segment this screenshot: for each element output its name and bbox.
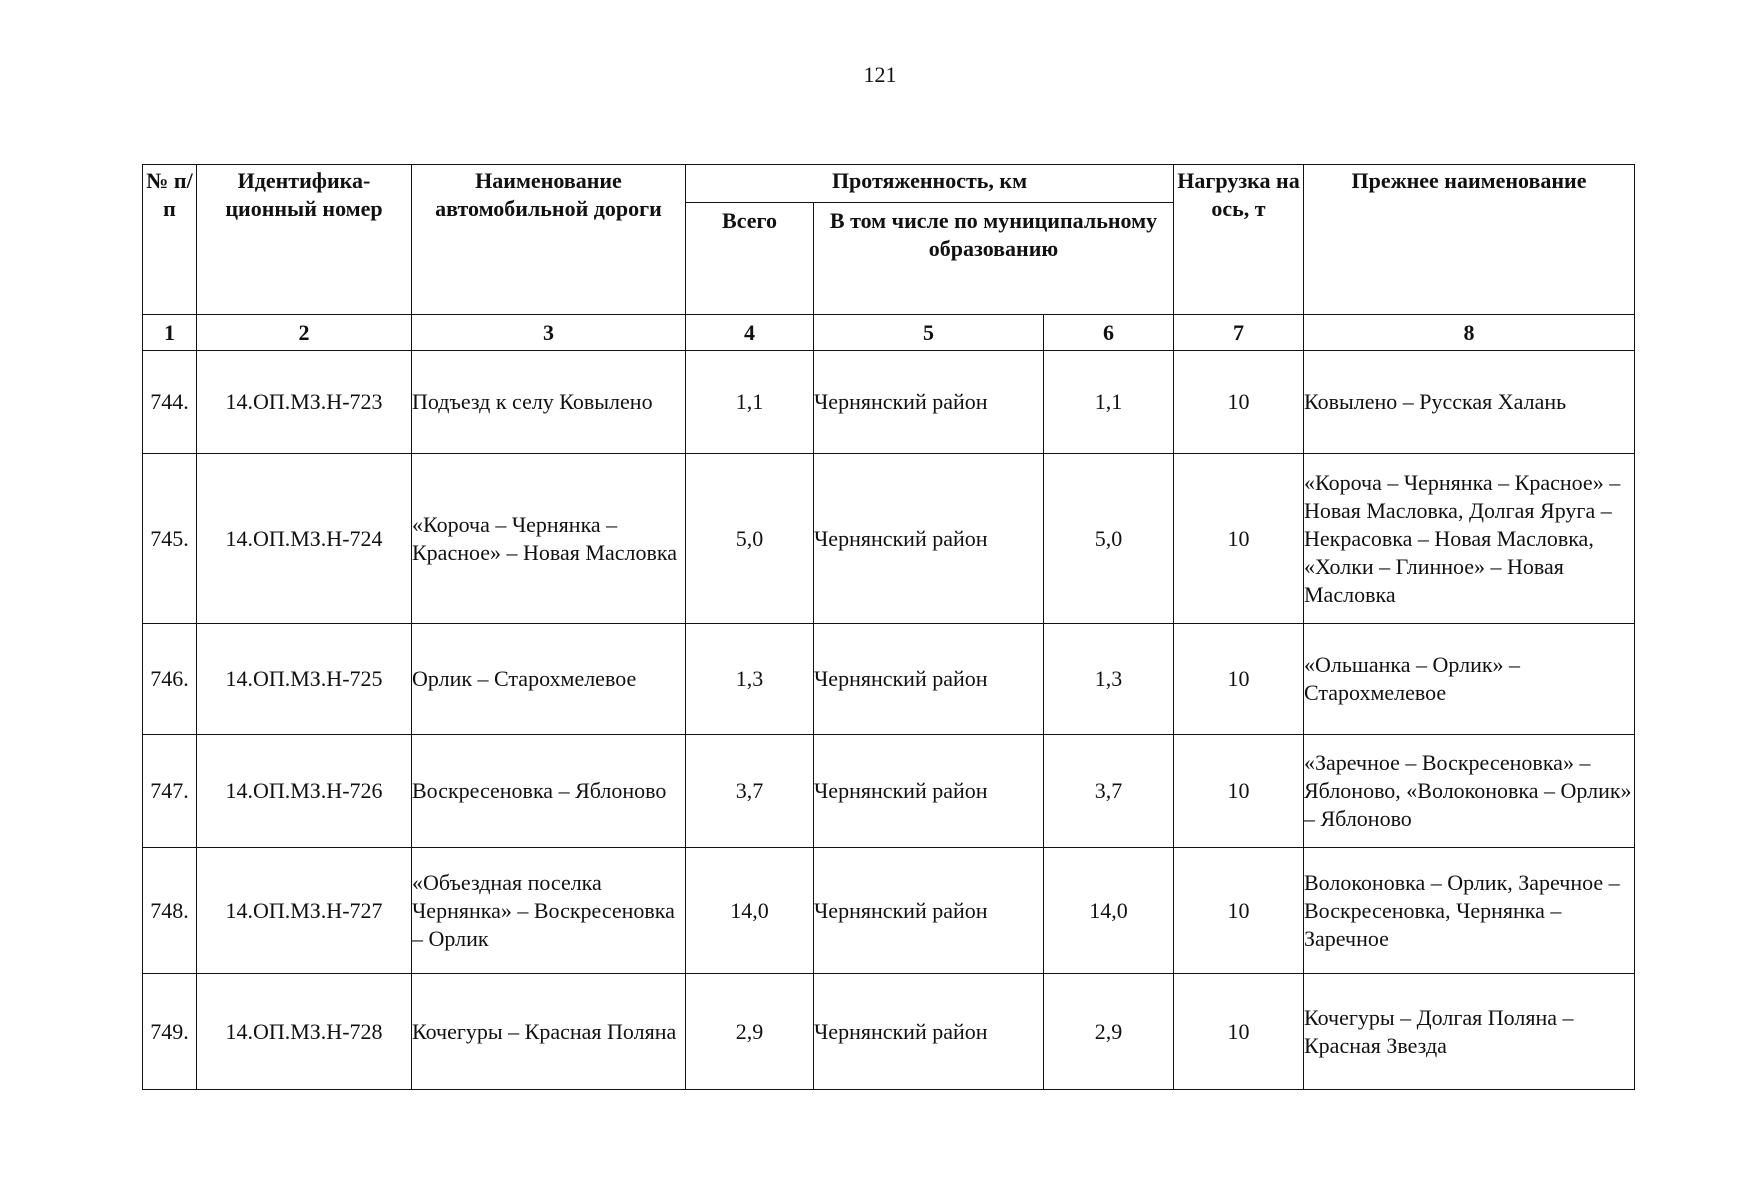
municipal-length: 1,3: [1044, 624, 1174, 735]
municipal-length: 3,7: [1044, 735, 1174, 848]
municipality: Чернянский район: [814, 848, 1044, 974]
header-row: [143, 165, 1635, 203]
municipality: Чернянский район: [814, 974, 1044, 1090]
column-number: 7: [1174, 315, 1304, 351]
table-row: [143, 735, 1635, 848]
road-id: 14.ОП.МЗ.Н-727: [197, 848, 412, 974]
road-id: 14.ОП.МЗ.Н-726: [197, 735, 412, 848]
municipality: Чернянский район: [814, 624, 1044, 735]
road-id: 14.ОП.МЗ.Н-723: [197, 351, 412, 454]
header-total: Всего: [686, 203, 814, 315]
municipality: Чернянский район: [814, 454, 1044, 624]
row-number: 745.: [143, 454, 197, 624]
municipality: Чернянский район: [814, 351, 1044, 454]
header-road-name: Наименование автомобильной дороги: [412, 165, 686, 315]
table-row: [143, 624, 1635, 735]
total-length: 1,1: [686, 351, 814, 454]
former-name: Кочегуры – Долгая Поляна – Красная Звезда: [1304, 974, 1635, 1090]
municipal-length: 2,9: [1044, 974, 1174, 1090]
road-id: 14.ОП.МЗ.Н-725: [197, 624, 412, 735]
axle-load: 10: [1174, 351, 1304, 454]
former-name: Волоконовка – Орлик, Заречное – Воскресеновка, Чернянка – Заречное: [1304, 848, 1635, 974]
axle-load: 10: [1174, 624, 1304, 735]
column-numbers-row: [143, 315, 1635, 351]
page-number: 121: [863, 62, 897, 87]
road-name: Воскресеновка – Яблоново: [412, 735, 686, 848]
column-number: 6: [1044, 315, 1174, 351]
table-row: [143, 974, 1635, 1090]
header-municipal: В том числе по муниципальному образованию: [814, 203, 1174, 315]
column-number: 4: [686, 315, 814, 351]
road-id: 14.ОП.МЗ.Н-728: [197, 974, 412, 1090]
roads-table: [142, 164, 1635, 1090]
road-name: Кочегуры – Красная Поляна: [412, 974, 686, 1090]
column-number: 8: [1304, 315, 1635, 351]
former-name: Ковылено – Русская Халань: [1304, 351, 1635, 454]
road-id: 14.ОП.МЗ.Н-724: [197, 454, 412, 624]
road-name: Подъезд к селу Ковылено: [412, 351, 686, 454]
row-number: 747.: [143, 735, 197, 848]
total-length: 5,0: [686, 454, 814, 624]
municipal-length: 1,1: [1044, 351, 1174, 454]
former-name: «Ольшанка – Орлик» – Старохмелевое: [1304, 624, 1635, 735]
total-length: 14,0: [686, 848, 814, 974]
axle-load: 10: [1174, 848, 1304, 974]
row-number: 744.: [143, 351, 197, 454]
row-number: 748.: [143, 848, 197, 974]
header-axle-load: Нагрузка на ось, т: [1174, 165, 1304, 315]
municipal-length: 14,0: [1044, 848, 1174, 974]
axle-load: 10: [1174, 735, 1304, 848]
municipal-length: 5,0: [1044, 454, 1174, 624]
road-name: «Объездная поселка Чернянка» – Воскресеновка – Орлик: [412, 848, 686, 974]
column-number: 5: [814, 315, 1044, 351]
axle-load: 10: [1174, 454, 1304, 624]
municipality: Чернянский район: [814, 735, 1044, 848]
row-number: 746.: [143, 624, 197, 735]
header-length: Протяженность, км: [686, 165, 1174, 203]
table-row: [143, 454, 1635, 624]
former-name: «Заречное – Воскресеновка» – Яблоново, «Волоконовка – Орлик» – Яблоново: [1304, 735, 1635, 848]
column-number: 3: [412, 315, 686, 351]
former-name: «Короча – Чернянка – Красное» – Новая Масловка, Долгая Яруга – Некрасовка – Новая Масловка, «Холки – Глинное» – Новая Масловка: [1304, 454, 1635, 624]
axle-load: 10: [1174, 974, 1304, 1090]
total-length: 1,3: [686, 624, 814, 735]
table-row: [143, 848, 1635, 974]
header-id: Идентифика-ционный номер: [197, 165, 412, 315]
header-num: № п/п: [143, 165, 197, 315]
road-name: «Короча – Чернянка – Красное» – Новая Масловка: [412, 454, 686, 624]
column-number: 1: [143, 315, 197, 351]
row-number: 749.: [143, 974, 197, 1090]
header-former-name: Прежнее наименование: [1304, 165, 1635, 315]
road-name: Орлик – Старохмелевое: [412, 624, 686, 735]
total-length: 2,9: [686, 974, 814, 1090]
table-row: [143, 351, 1635, 454]
column-number: 2: [197, 315, 412, 351]
total-length: 3,7: [686, 735, 814, 848]
